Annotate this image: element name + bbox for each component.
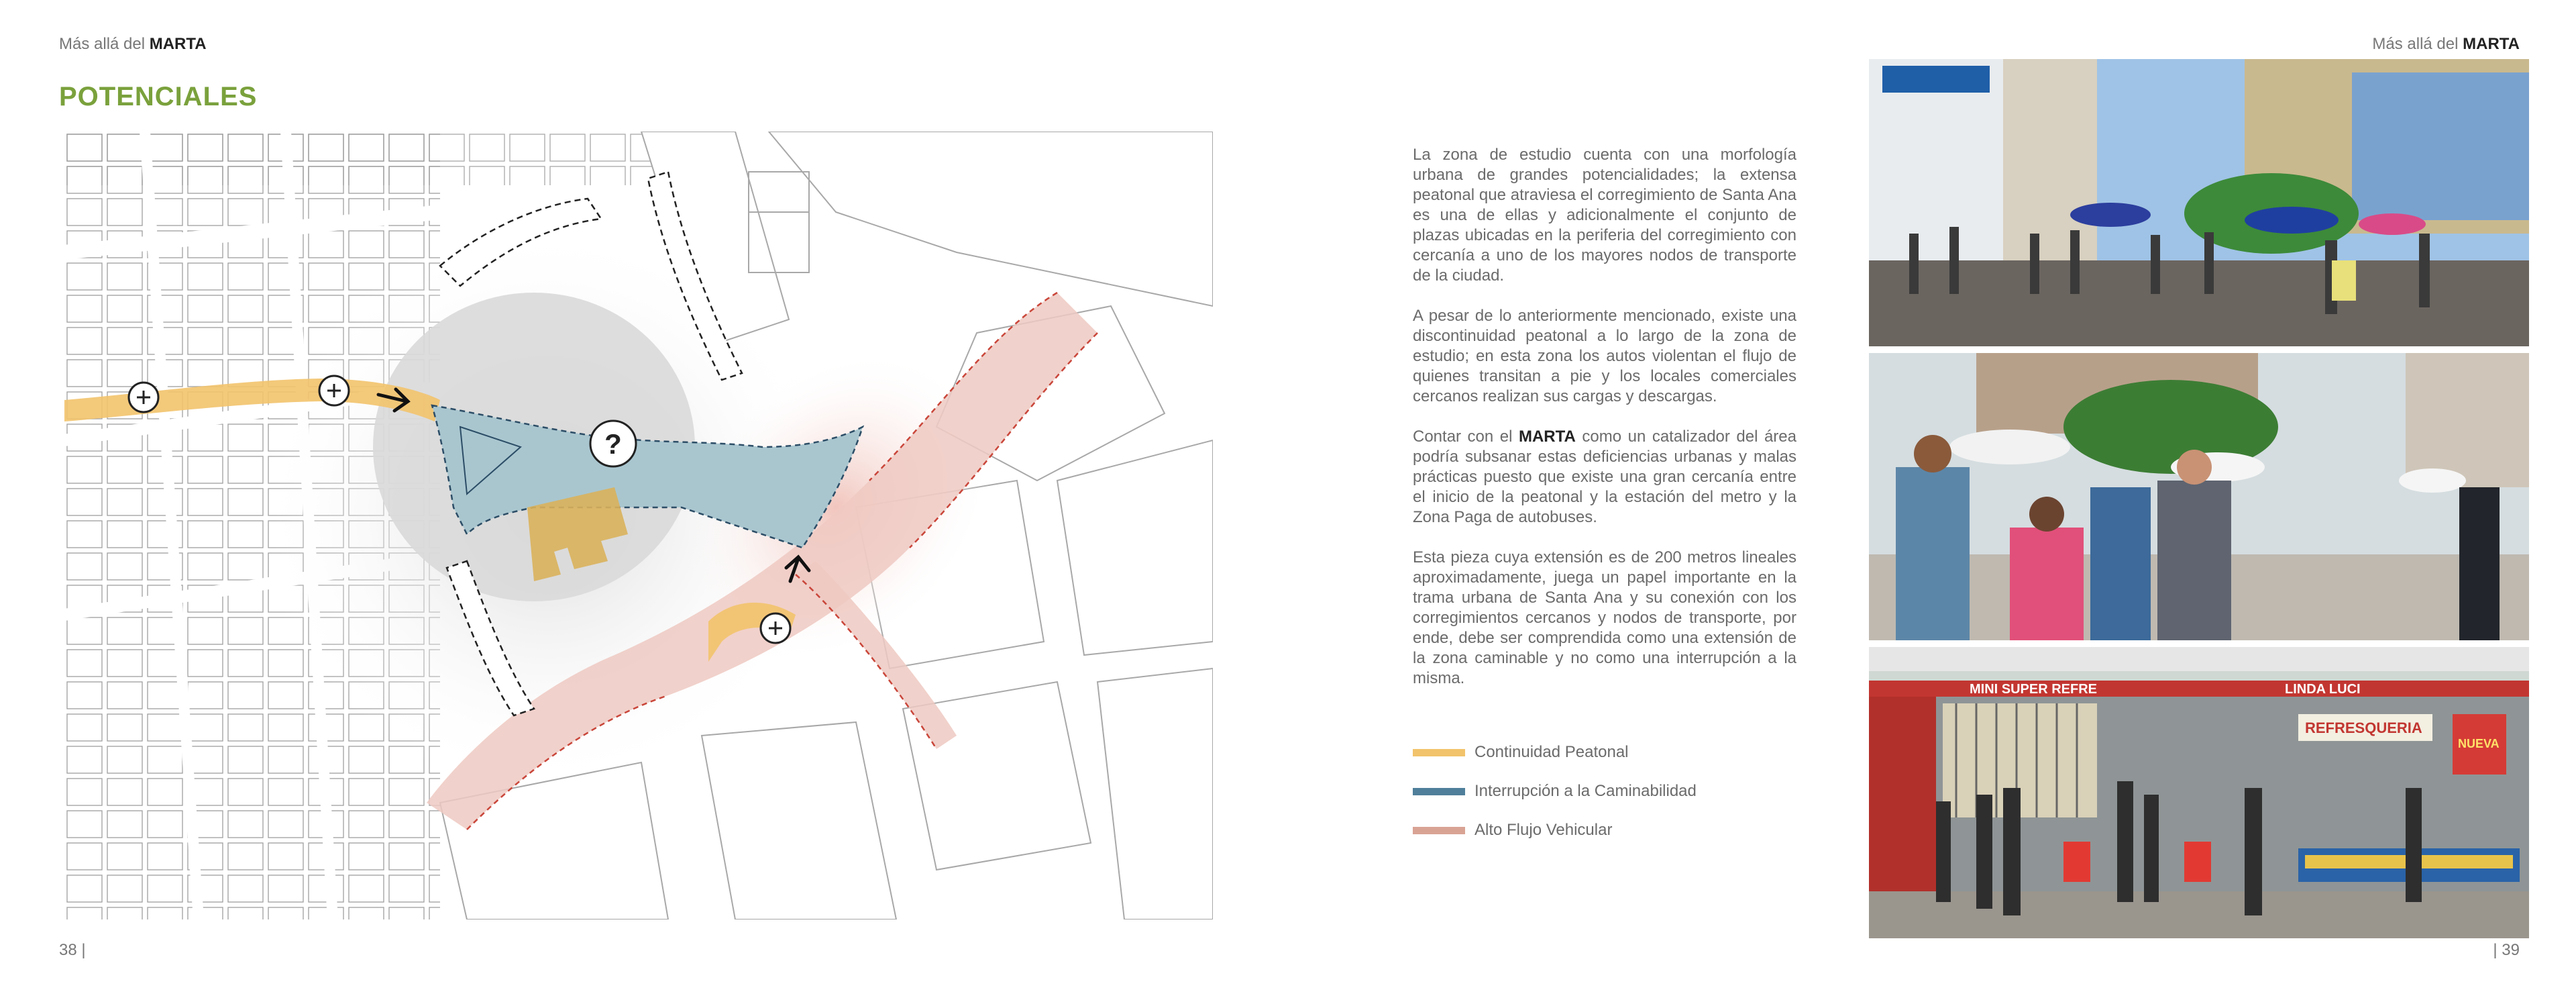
header-brand: MARTA	[2463, 35, 2520, 53]
running-header-right	[2372, 35, 2520, 54]
page-number-right: | 39	[2493, 941, 2520, 959]
page-number-value: 38	[59, 941, 77, 959]
sign-refresqueria: REFRESQUERIA	[2305, 719, 2422, 736]
potentials-map	[64, 132, 1213, 919]
section-title: POTENCIALES	[59, 82, 258, 111]
photo-2-svg	[1869, 353, 2529, 640]
question-mark-label: ?	[604, 428, 622, 460]
page-number-value: 39	[2502, 941, 2520, 959]
legend-swatch-interruption	[1413, 788, 1465, 795]
header-prefix: Más allá del	[2372, 35, 2459, 53]
map-legend	[1413, 733, 1697, 850]
header-prefix: Más allá del	[59, 35, 146, 53]
sign-nueva: NUEVA	[2458, 737, 2500, 750]
page-number-left: 38 |	[59, 941, 86, 959]
paragraph-3-brand: MARTA	[1518, 428, 1576, 446]
body-text	[1413, 145, 1796, 709]
paragraph-3	[1413, 427, 1796, 528]
paragraph-4: Esta pieza cuya extensión es de 200 metros lineales aproximadamente, juega un papel importante en la trama urbana de Santa Ana y su conexión con los corregimientos cercanos y nodos de transporte, por ende, debe ser comprendida como una extensión de la zona caminable y no como una interrupción a la misma.	[1413, 548, 1796, 687]
map-svg	[64, 132, 1213, 919]
photo-1-svg	[1869, 59, 2529, 346]
legend-item	[1413, 772, 1697, 811]
paragraph-1: La zona de estudio cuenta con una morfología urbana de grandes potencialidades; la extensa peatonal que atraviesa el corregimiento de Santa Ana es una de ellas y adicionalmente el conjunto de plazas ubicadas en la periferia del corregimiento con cercanía a uno de los mayores nodos de transporte de la ciudad.	[1413, 146, 1796, 285]
running-header-left	[59, 35, 207, 54]
sign-mini-super: MINI SUPER REFRE	[1970, 682, 2098, 697]
legend-item	[1413, 811, 1697, 850]
paragraph-2: A pesar de lo anteriormente mencionado, existe una discontinuidad peatonal a lo largo de la zona de estudio; en esta zona los autos violentan el flujo de quienes transitan a pie y los locales comerciales cercanos realizan sus cargas y descargas.	[1413, 307, 1796, 405]
photo-street-market	[1869, 59, 2529, 346]
photo-crowd-umbrellas	[1869, 353, 2529, 640]
header-brand: MARTA	[149, 35, 207, 53]
urban-blocks-top	[64, 132, 668, 185]
photo-storefront	[1869, 647, 2529, 938]
legend-label: Continuidad Peatonal	[1474, 743, 1629, 761]
photo-3-svg	[1869, 647, 2529, 938]
legend-swatch-vehicular	[1413, 827, 1465, 834]
paragraph-3-end: como un catalizador del área podría subsanar estas deficiencias urbanas y malas prácticas puesto que existe una gran cercanía entre el inicio de la peatonal y la estación del metro y la Zona Paga de autobuses.	[1413, 428, 1796, 526]
legend-swatch-pedestrian	[1413, 749, 1465, 756]
paragraph-3-start: Contar con el	[1413, 428, 1519, 446]
legend-label: Interrupción a la Caminabilidad	[1474, 782, 1697, 800]
legend-label: Alto Flujo Vehicular	[1474, 821, 1613, 839]
legend-item	[1413, 733, 1697, 772]
sign-linda-luci: LINDA LUCI	[2285, 682, 2361, 697]
